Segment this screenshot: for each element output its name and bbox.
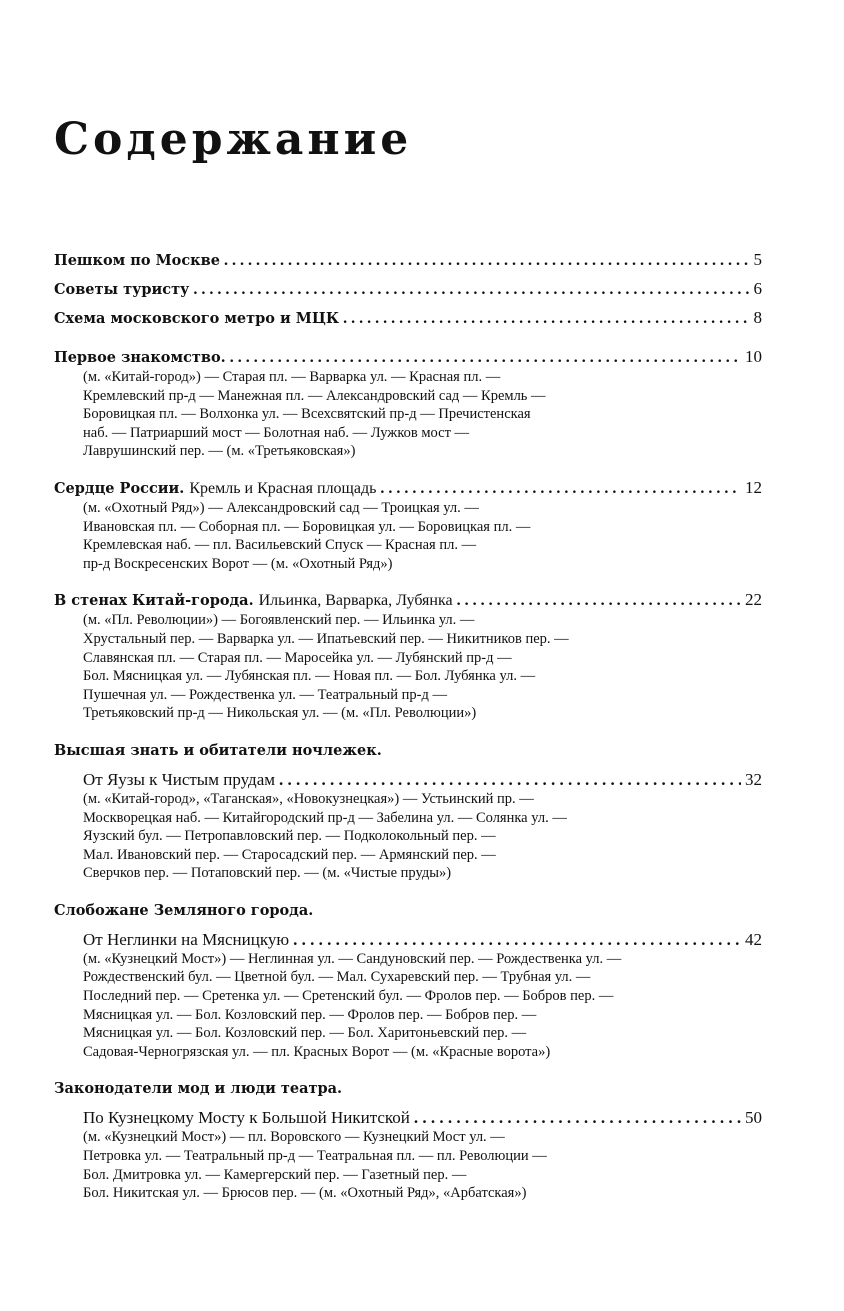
route-line: Бол. Никитская ул. — Брюсов пер. — (м. «Охотный Ряд», «Арбатская») — [83, 1185, 527, 1202]
route-line: Бол. Дмитровка ул. — Камергерский пер. — Газетный пер. — — [83, 1166, 467, 1183]
dot-leader — [343, 309, 749, 329]
section-heading: Слобожане Земляного города. — [54, 901, 314, 919]
route-line: Бол. Мясницкая ул. — Лубянская пл. — Новая пл. — Бол. Лубянка ул. — — [83, 668, 536, 685]
page-number: 32 — [745, 769, 762, 789]
dot-leader — [293, 930, 741, 950]
entry-title: Первое знакомство. — [54, 349, 226, 366]
page-number: 50 — [745, 1108, 762, 1128]
route-description — [54, 950, 762, 1062]
route-description — [54, 1128, 762, 1202]
route-line: Последний пер. — Сретенка ул. — Сретенский бул. — Фролов пер. — Бобров пер. — — [83, 988, 614, 1005]
toc-entry[interactable] — [54, 590, 762, 723]
page-number: 42 — [745, 929, 762, 949]
subsection — [54, 1108, 762, 1128]
route-line: Садовая-Черногрязская ул. — пл. Красных Ворот — (м. «Красные ворота») — [83, 1043, 551, 1060]
route-description — [54, 611, 762, 723]
route-line: Ивановская пл. — Соборная пл. — Боровицкая ул. — Боровицкая пл. — — [83, 518, 531, 535]
route-line: (м. «Охотный Ряд») — Александровский сад — Троицкая ул. — — [83, 499, 479, 516]
route-line: Славянская пл. — Старая пл. — Маросейка ул. — Лубянский пр-д — — [83, 649, 512, 666]
entry-subtitle: По Кузнецкому Мосту к Большой Никитской — [83, 1108, 410, 1128]
section-heading: Законодатели мод и люди театра. — [54, 1080, 343, 1098]
dot-leader — [414, 1108, 741, 1128]
route-line: Мясницкая ул. — Бол. Козловский пер. — Бол. Харитоньевский пер. — — [83, 1025, 527, 1042]
route-line: Лаврушинский пер. — (м. «Третьяковская») — [83, 443, 356, 460]
page-number: 12 — [745, 477, 762, 497]
page-number: 6 — [753, 279, 762, 298]
entry-title: В стенах Китай-города. — [54, 592, 254, 610]
route-line: (м. «Китай-город») — Старая пл. — Варварка ул. — Красная пл. — — [83, 369, 501, 385]
toc-entry[interactable] — [54, 308, 762, 329]
route-line: Петровка ул. — Театральный пр-д — Театральная пл. — пл. Революции — — [83, 1148, 547, 1165]
toc-entry[interactable] — [54, 740, 762, 883]
dot-leader — [279, 770, 741, 790]
route-line: пр-д Воскресенских Ворот — (м. «Охотный Ряд») — [83, 555, 393, 572]
page-number: 10 — [745, 347, 762, 366]
route-line: (м. «Кузнецкий Мост») — пл. Воровского — Кузнецкий Мост ул. — — [83, 1129, 505, 1146]
entry-subtitle: Кремль и Красная площадь — [189, 479, 377, 497]
entry-subtitle: От Яузы к Чистым прудам — [83, 769, 275, 789]
section-heading: Высшая знать и обитатели ночлежек. — [54, 741, 382, 759]
route-line: Хрустальный пер. — Варварка ул. — Ипатьевский пер. — Никитников пер. — — [83, 630, 569, 647]
toc-row — [54, 478, 762, 499]
dot-leader — [457, 591, 741, 611]
toc-entry[interactable] — [54, 279, 762, 300]
entry-title: Сердце России. — [54, 479, 185, 497]
toc-row — [83, 930, 762, 950]
route-line: Боровицкая пл. — Волхонка ул. — Всехсвятский пр-д — Пречистенская — [83, 406, 531, 423]
route-line: Мал. Ивановский пер. — Старосадский пер. — Армянский пер. — — [83, 846, 496, 863]
route-line: (м. «Китай-город», «Таганская», «Новокузнецкая») — Устьинский пр. — — [83, 790, 534, 807]
page-number: 5 — [753, 250, 762, 269]
toc-row — [54, 308, 762, 329]
route-line: Кремлевская наб. — пл. Васильевский Спуск — Красная пл. — — [83, 537, 477, 554]
route-line: Третьяковский пр-д — Никольская ул. — (м. «Пл. Революции») — [83, 705, 477, 722]
route-line: Пушечная ул. — Рождественка ул. — Театральный пр-д — — [83, 686, 447, 703]
toc-entry[interactable] — [54, 250, 762, 271]
route-description — [54, 790, 762, 883]
entry-title: Схема московского метро и МЦК — [54, 310, 340, 327]
route-description — [54, 368, 762, 461]
entry-subtitle: Ильинка, Варварка, Лубянка — [258, 592, 453, 610]
dot-leader — [230, 348, 741, 368]
toc-entries — [54, 250, 762, 1203]
toc-row — [54, 347, 762, 368]
page-title: Содержание — [54, 114, 413, 165]
page-number: 22 — [745, 590, 762, 610]
toc-entry[interactable] — [54, 478, 762, 573]
toc-entry[interactable] — [54, 1078, 762, 1202]
route-line: (м. «Пл. Революции») — Богоявленский пер. — Ильинка ул. — — [83, 612, 475, 629]
toc-row — [83, 1108, 762, 1128]
entry-title: Советы туристу — [54, 281, 190, 298]
toc-row — [54, 590, 762, 611]
dot-leader — [224, 251, 750, 271]
dot-leader — [193, 280, 749, 300]
dot-leader — [380, 479, 741, 499]
toc-row — [83, 770, 762, 790]
route-line: Сверчков пер. — Потаповский пер. — (м. «Чистые пруды») — [83, 865, 452, 882]
route-line: Рождественский бул. — Цветной бул. — Мал. Сухаревский пер. — Трубная ул. — — [83, 969, 591, 986]
entry-title: Пешком по Москве — [54, 252, 220, 269]
route-line: наб. — Патриарший мост — Болотная наб. — Лужков мост — — [83, 424, 470, 441]
route-line: Москворецкая наб. — Китайгородский пр-д — Забелина ул. — Солянка ул. — — [83, 809, 567, 826]
toc-row — [54, 279, 762, 300]
page-number: 8 — [753, 308, 762, 327]
subsection — [54, 930, 762, 950]
route-line: Мясницкая ул. — Бол. Козловский пер. — Фролов пер. — Бобров пер. — — [83, 1006, 537, 1023]
subsection — [54, 770, 762, 790]
route-description — [54, 499, 762, 573]
toc-entry[interactable] — [54, 900, 762, 1062]
route-line: Яузский бул. — Петропавловский пер. — Подколокольный пер. — — [83, 828, 496, 845]
route-line: Кремлевский пр-д — Манежная пл. — Александровский сад — Кремль — — [83, 387, 546, 404]
toc-row — [54, 250, 762, 271]
entry-subtitle: От Неглинки на Мясницкую — [83, 929, 290, 949]
toc-entry[interactable] — [54, 347, 762, 461]
route-line: (м. «Кузнецкий Мост») — Неглинная ул. — Сандуновский пер. — Рождественка ул. — — [83, 950, 622, 967]
